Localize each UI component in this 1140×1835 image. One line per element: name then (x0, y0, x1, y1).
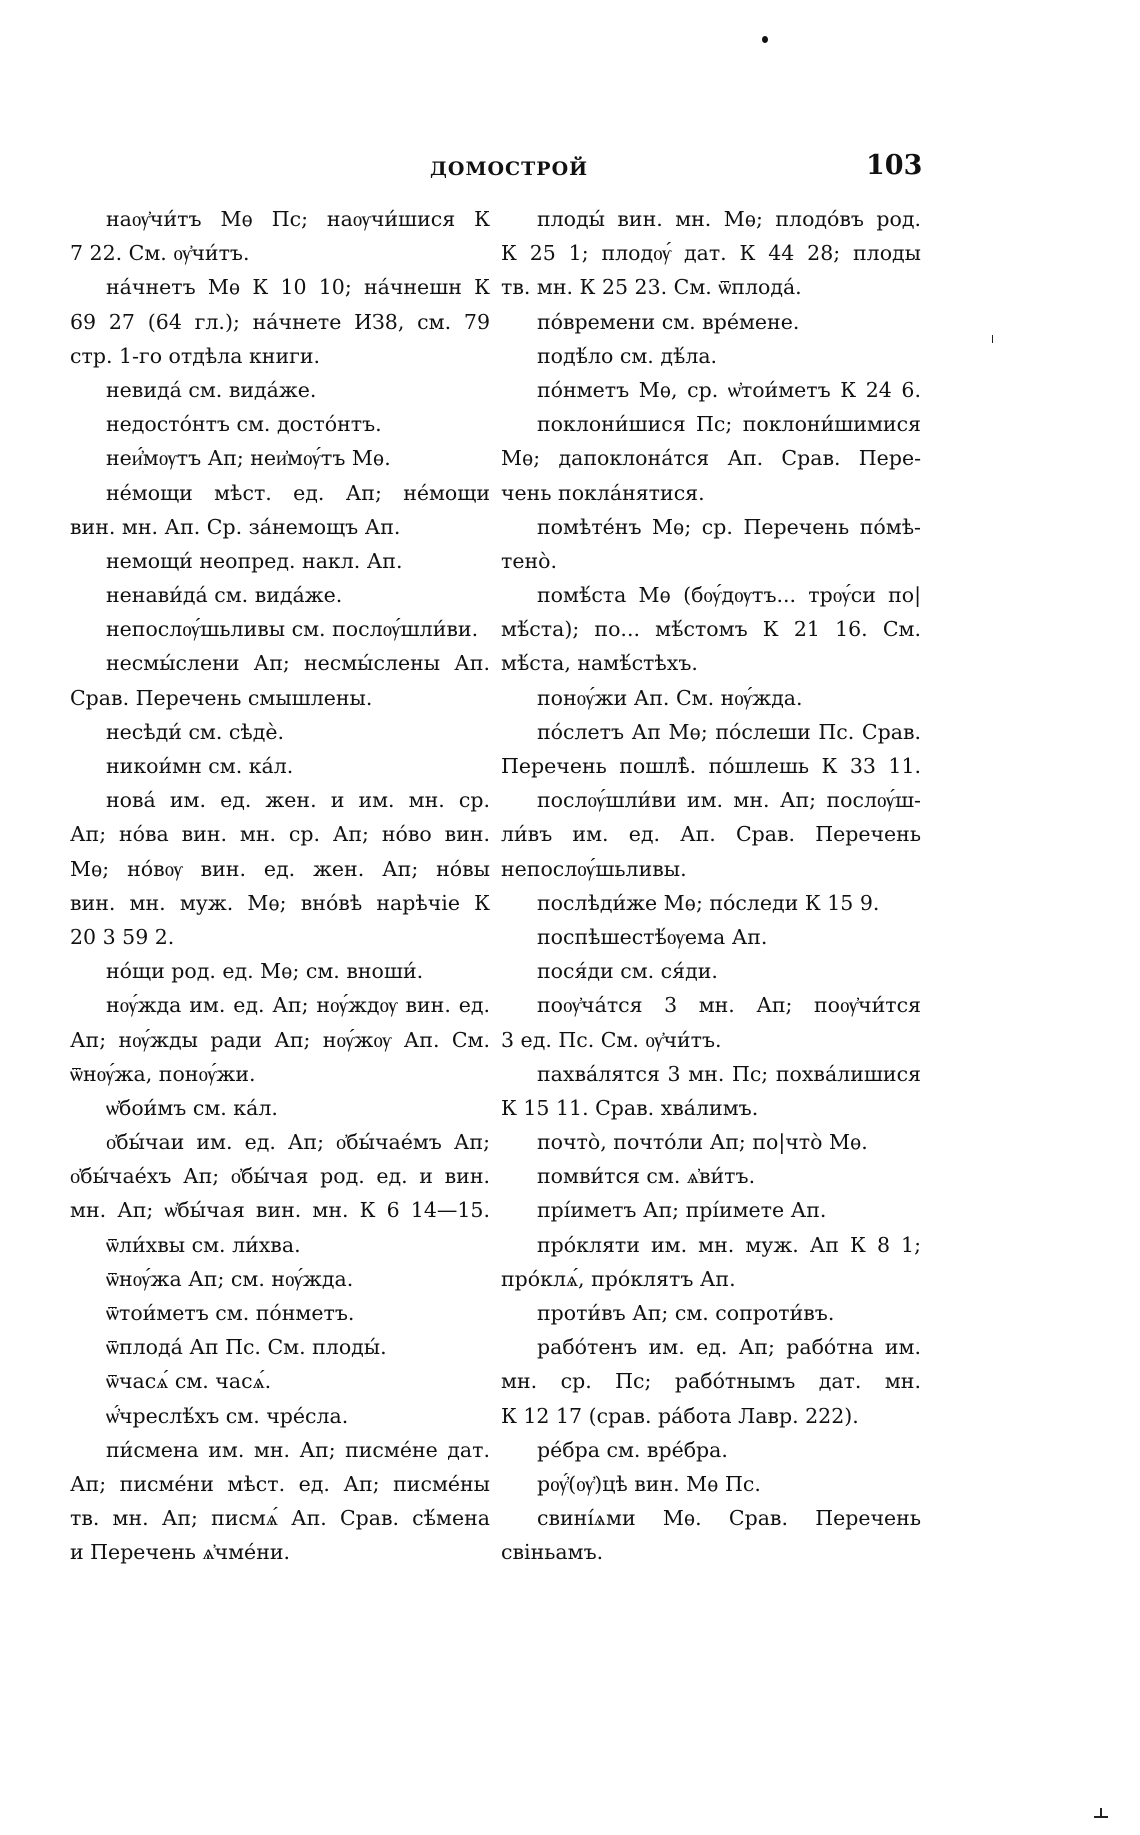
left-column-line: несѣди́ см. сѣдѐ. (106, 719, 285, 744)
left-column-line: Ап; писме́ни мѣст. ед. Ап; писме́ны (70, 1471, 490, 1496)
left-column-line: о҆бы́чае́хъ Ап; о҆бы́чая род. ед. и вин. (70, 1164, 490, 1189)
right-column-line: по́времени см. вре́мене. (537, 309, 800, 334)
right-column-line: непослѹ́шьливы. (501, 856, 687, 881)
margin-mark (1094, 1816, 1108, 1818)
left-column-line: невида́ см. вида́же. (106, 377, 317, 402)
left-column-line: ѡ҆́чреслѣ́хъ см. чре́сла. (106, 1403, 349, 1428)
right-column-line: тено̀. (501, 548, 557, 573)
left-column-line: вин. мн. Ап. Ср. за́немощъ Ап. (70, 514, 401, 539)
right-column-line: чень покла́нятися. (501, 480, 705, 505)
left-column-line: пи́смена им. мн. Ап; писме́не дат. (106, 1437, 490, 1462)
right-column-line: по́нметъ Мѳ, ср. ѡ҆тои́метъ К 24 6. (537, 377, 921, 402)
right-column-line: поѹ҆ча́тся 3 мн. Ап; поѹ҆чи́тся (537, 993, 921, 1018)
right-column-line: К 12 17 (срав. ра́бота Лавр. 222). (501, 1403, 859, 1428)
left-column-line: ѿтои́метъ см. по́нметъ. (106, 1301, 355, 1325)
left-column-line: неи҆́мѹтъ Ап; неи҆мѹ́тъ Мѳ. (106, 446, 391, 471)
left-column-line: не́мощи мѣст. ед. Ап; не́мощи (106, 480, 490, 505)
left-column-line: ѿчасѧ́ см. часѧ́. (106, 1369, 272, 1394)
left-column-line: ѿнѹ́жа Ап; см. нѹ́жда. (106, 1266, 354, 1291)
left-column-line: Ап; нѹ́жды ради Ап; нѹ́жѹ Ап. См. (70, 1027, 490, 1052)
right-column-line: К 25 1; плодѹ́ дат. К 44 28; плоды (501, 241, 921, 266)
right-column-line: пахва́лятся 3 мн. Пс; похва́лишися (537, 1061, 921, 1086)
right-column-line: рабо́тенъ им. ед. Ап; рабо́тна им. (537, 1335, 921, 1360)
left-column-line: на́чнетъ Мѳ К 10 10; на́чнешн К (106, 275, 490, 300)
right-column-line: ли́въ им. ед. Ап. Срав. Перечень (501, 822, 921, 847)
right-column-line: по́слетъ Ап Мѳ; по́слеши Пс. Срав. (537, 719, 921, 744)
left-column-line: ѿплода́ Ап Пс. См. плоды́. (106, 1335, 387, 1360)
left-column-line: 69 27 (64 гл.); на́чнете ИЗ8, см. 79 (70, 309, 490, 334)
left-column-line: ѿли́хвы см. ли́хва. (106, 1232, 301, 1257)
right-column-line: помѣ́ста Мѳ (бѹ́дѹтъ... трѹ́си по| (537, 583, 921, 608)
left-column-line: никои́мн см. ка́л. (106, 754, 294, 778)
running-title: ДОМОСТРОЙ (430, 158, 589, 180)
left-column (70, 202, 490, 1570)
right-column-line: послѹ́шли́ви им. мн. Ап; послѹ́ш- (537, 788, 921, 813)
left-column-line: и Перечень ѧ҆чме́ни. (70, 1540, 291, 1565)
right-column-line: помви́тся см. ѧ҆ви́тъ. (537, 1164, 756, 1189)
left-column-line: Мѳ; но́вѹ вин. ед. жен. Ап; но́вы (70, 856, 490, 881)
left-column-line: несмы́слени Ап; несмы́слены Ап. (106, 651, 490, 676)
left-column-line: 7 22. См. ѹ҆чи́тъ. (70, 241, 250, 266)
right-column-line: ре́бра см. вре́бра. (537, 1437, 728, 1462)
left-column-line: 20 3 59 2. (70, 924, 175, 949)
right-column-line: рѹ҆́(ѹ҆)цѣ вин. Мѳ Пс. (537, 1471, 761, 1496)
left-column-line: ѿнѹ́жа, понѹ́жи. (70, 1061, 256, 1086)
margin-mark (992, 335, 993, 343)
right-column-line: мѣ́ста); по... мѣ́стомъ К 21 16. См. (501, 617, 921, 642)
right-column-line: проти́въ Ап; см. сопроти́въ. (537, 1301, 835, 1325)
right-column-line: мн. ср. Пс; рабо́тнымъ дат. мн. (501, 1369, 921, 1394)
left-column-line: вин. мн. муж. Мѳ; вно́вѣ нарѣчіе К (70, 890, 490, 915)
right-column-line: прі́иметъ Ап; прі́имете Ап. (537, 1198, 827, 1223)
left-column-line: нова́ им. ед. жен. и им. мн. ср. (106, 788, 490, 813)
right-column-line: 3 ед. Пс. См. ѹ҆чи́тъ. (501, 1027, 722, 1052)
right-column-line: почто̀, почто́ли Ап; по|что̀ Мѳ. (537, 1130, 868, 1155)
right-column-line: Мѳ; дапоклона́тся Ап. Срав. Пере- (501, 446, 921, 471)
page-number: 103 (866, 150, 923, 181)
left-column-line: ненави́да́ см. вида́же. (106, 583, 343, 608)
left-column-line: о҆бы́чаи им. ед. Ап; о҆бы́чае́мъ Ап; (106, 1130, 490, 1155)
left-column-line: Срав. Перечень смышлены. (70, 685, 373, 710)
left-column-line: непослѹ́шьливы см. послѹ́шли́ви. (106, 617, 479, 642)
right-column-line: Перечень пошлѣ̀. по́шлешь К 33 11. (501, 754, 921, 778)
right-column-line: понѹ́жи Ап. См. нѹ́жда. (537, 685, 803, 710)
left-column-line: тв. мн. Ап; писмѧ́ Ап. Срав. сѣ́мена (70, 1506, 490, 1531)
left-column-line: ѡ҆бои́мъ см. ка́л. (106, 1095, 278, 1120)
left-column-line: стр. 1-го отдѣла книги. (70, 343, 321, 368)
right-column (501, 202, 921, 1570)
left-column-line: мн. Ап; ѡ҆бы́чая вин. мн. К 6 14—15. (70, 1198, 490, 1223)
left-column-line: нѹ́жда им. ед. Ап; нѹ́ждѹ вин. ед. (106, 993, 490, 1018)
right-column-line: поклони́шися Пс; поклони́шимися (537, 412, 921, 437)
right-column-line: К 15 11. Срав. хва́лимъ. (501, 1095, 759, 1120)
right-column-line: плоды́ вин. мн. Мѳ; плодо́въ род. (537, 207, 921, 231)
right-column-line: подѣ́ло см. дѣ́ла. (537, 343, 718, 368)
margin-mark (1100, 1808, 1102, 1816)
right-column-line: послѣди́же Мѳ; по́следи К 15 9. (537, 890, 880, 915)
left-column-line: наѹ҆чи́тъ Мѳ Пс; наѹчи́шися К (106, 207, 490, 231)
right-column-line: мѣ́ста, намѣ́стѣхъ. (501, 651, 698, 676)
left-column-line: недосто́нтъ см. досто́нтъ. (106, 412, 382, 437)
left-column-line: но́щи род. ед. Мѳ; см. вноши́. (106, 959, 424, 984)
right-column-line: тв. мн. К 25 23. См. ѿплода́. (501, 275, 802, 300)
right-column-line: свині́ѧми Мѳ. Срав. Перечень (537, 1506, 921, 1531)
right-column-line: помѣте́нъ Мѳ; ср. Перечень по́мѣ- (537, 514, 921, 539)
ink-dot (762, 36, 768, 43)
right-column-line: про́кляти им. мн. муж. Ап К 8 1; (537, 1232, 921, 1257)
left-column-line: Ап; но́ва вин. мн. ср. Ап; но́во вин. (70, 822, 490, 847)
page-header (0, 150, 1140, 190)
right-column-line: поспѣшестѣ́ѹема Ап. (537, 924, 768, 949)
right-column-line: свіньамъ. (501, 1540, 604, 1565)
right-column-line: пося́ди см. ся́ди. (537, 959, 718, 984)
left-column-line: немощи́ неопред. накл. Ап. (106, 548, 403, 573)
right-column-line: про́клѧ́, про́клятъ Ап. (501, 1266, 736, 1291)
